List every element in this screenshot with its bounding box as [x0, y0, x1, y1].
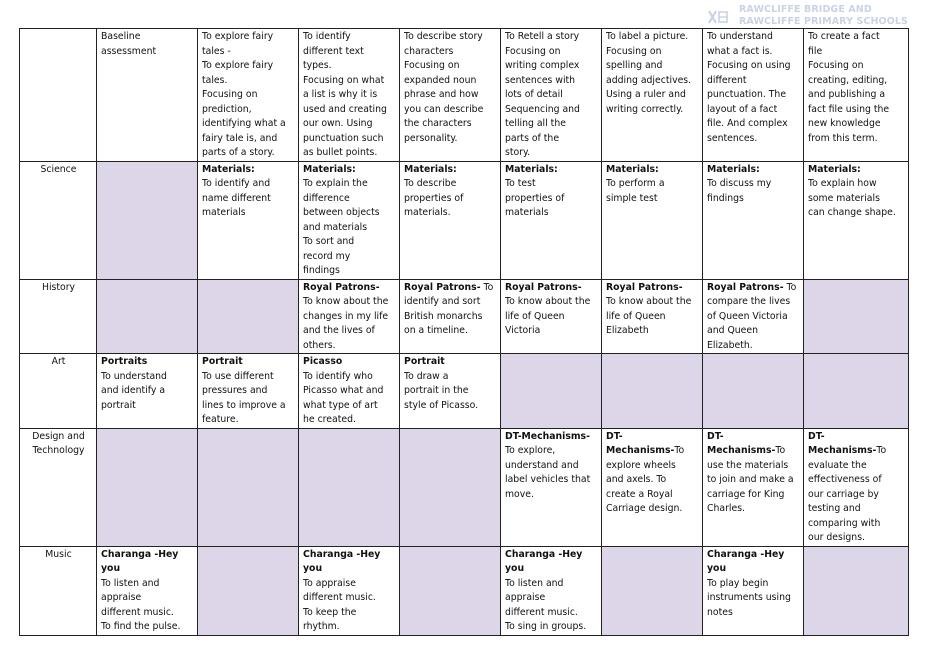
- column-header-text: To understand what a fact is. Focusing on using different punctuation. The layout of a fact file. And complex sentences.: [707, 31, 791, 144]
- column-header: [602, 29, 703, 162]
- plan-cell-content: [808, 430, 905, 546]
- objective-text: To test properties of materials: [505, 178, 565, 218]
- empty-cell: [97, 279, 198, 354]
- plan-cell: [602, 428, 703, 546]
- subject-label-cell: [20, 428, 97, 546]
- topic-title: DT-Mechanisms-: [505, 430, 590, 442]
- topic-title: DT- Mechanisms-: [606, 430, 675, 456]
- subject-label-cell: [20, 354, 97, 429]
- plan-cell-content: [404, 163, 497, 221]
- plan-cell: [299, 279, 400, 354]
- plan-cell-content: [707, 548, 800, 621]
- column-header: [198, 29, 299, 162]
- objective-text: To compare the lives of Queen Victoria and Queen Elizabeth.: [707, 281, 797, 351]
- column-header: [400, 29, 501, 162]
- objective-text: To explain the difference between objects and materials To sort and record my findings: [303, 178, 380, 276]
- plan-cell-content: [707, 281, 800, 354]
- empty-cell: [198, 279, 299, 354]
- topic-title: Charanga -Hey you: [303, 548, 381, 574]
- plan-cell: [804, 161, 909, 279]
- plan-cell: [400, 279, 501, 354]
- plan-cell-content: [303, 355, 396, 428]
- objective-text: To describe properties of materials.: [404, 178, 464, 218]
- plan-cell-content: [505, 281, 598, 339]
- logo-text-line-1: RAWCLIFFE BRIDGE AND: [739, 4, 872, 15]
- column-header: [501, 29, 602, 162]
- topic-title: Materials:: [707, 163, 760, 175]
- topic-title: Materials:: [404, 163, 457, 175]
- plan-cell: [400, 161, 501, 279]
- subject-label-cell: [20, 279, 97, 354]
- objective-text: To listen and appraise different music. To find the pulse.: [101, 577, 181, 632]
- plan-cell-content: [101, 355, 194, 413]
- column-header-text: To create a fact file Focusing on creating, editing, and publishing a fact file using the new knowledge from this term.: [808, 31, 890, 144]
- plan-cell-content: [606, 281, 699, 339]
- plan-cell-content: [303, 281, 396, 354]
- topic-title: Materials:: [606, 163, 659, 175]
- plan-cell-content: [707, 430, 800, 517]
- plan-cell-content: [808, 163, 905, 221]
- plan-cell-content: [202, 163, 295, 221]
- subject-row: [20, 546, 909, 635]
- school-crest-icon: [707, 9, 729, 25]
- plan-cell: [501, 546, 602, 635]
- empty-cell: [97, 161, 198, 279]
- objective-text: To listen and appraise different music. To sing in groups.: [505, 577, 587, 632]
- topic-title: Materials:: [303, 163, 356, 175]
- column-header-text: To Retell a story Focusing on writing complex sentences with lots of detail Sequencing and telling all the parts of the story.: [505, 31, 580, 158]
- plan-cell-content: [505, 430, 598, 503]
- objective-text: To discuss my findings: [707, 178, 772, 204]
- subject-label: Art: [51, 356, 66, 367]
- topic-title: Materials:: [808, 163, 861, 175]
- topic-title: Portraits: [101, 356, 148, 367]
- subject-label: Design and Technology: [32, 430, 85, 456]
- empty-cell: [198, 428, 299, 546]
- objective-text: To evaluate the effectiveness of our carriage by testing and comparing with our designs.: [808, 445, 887, 543]
- objective-text: To identify and name different materials: [202, 178, 271, 218]
- objective-text: To identify who Picasso what and what type of art he created.: [303, 370, 384, 425]
- column-header-text: To label a picture. Focusing on spelling and adding adjectives. Using a ruler and writing correctly.: [606, 31, 692, 115]
- objective-text: To play begin instruments using notes: [707, 577, 791, 618]
- plan-cell: [703, 161, 804, 279]
- empty-cell: [97, 428, 198, 546]
- plan-cell: [299, 161, 400, 279]
- topic-title: Portrait: [404, 356, 445, 367]
- objective-text: To know about the changes in my life and the lives of others.: [303, 296, 389, 351]
- plan-cell: [400, 354, 501, 429]
- objective-text: To explain how some materials can change shape.: [808, 178, 896, 218]
- plan-cell: [703, 428, 804, 546]
- plan-cell: [602, 279, 703, 354]
- subject-label-cell: [20, 161, 97, 279]
- topic-title: Royal Patrons-: [505, 281, 582, 293]
- subject-row: [20, 161, 909, 279]
- empty-cell: [804, 546, 909, 635]
- objective-text: To explore, understand and label vehicles that move.: [505, 445, 591, 500]
- plan-cell: [602, 161, 703, 279]
- column-header: [804, 29, 909, 162]
- topic-title: Royal Patrons-: [606, 281, 683, 293]
- empty-cell: [703, 354, 804, 429]
- plan-cell-content: [404, 355, 497, 413]
- objective-text: To know about the life of Queen Elizabeth: [606, 296, 692, 336]
- plan-cell: [703, 546, 804, 635]
- empty-cell: [299, 428, 400, 546]
- column-header-text: Baseline assessment: [101, 31, 157, 57]
- objective-text: To draw a portrait in the style of Picasso.: [404, 370, 479, 411]
- topic-title: Charanga -Hey you: [101, 548, 179, 574]
- topic-title: Royal Patrons-: [707, 281, 784, 293]
- topic-title: Materials:: [202, 163, 255, 175]
- column-header: [299, 29, 400, 162]
- plan-cell: [198, 161, 299, 279]
- plan-cell: [501, 428, 602, 546]
- plan-cell: [501, 161, 602, 279]
- column-header: [97, 29, 198, 162]
- column-header-text: To explore fairy tales - To explore fairy tales. Focusing on prediction, identifying what a fairy tale is, and parts of a story.: [202, 31, 286, 158]
- plan-cell-content: [404, 281, 497, 339]
- plan-cell-content: [505, 548, 598, 635]
- column-header-text: To describe story characters Focusing on expanded noun phrase and how you can describe the characters personality.: [404, 31, 484, 144]
- empty-cell: [400, 546, 501, 635]
- empty-cell: [602, 354, 703, 429]
- empty-cell: [804, 279, 909, 354]
- topic-title: Charanga -Hey you: [707, 548, 785, 574]
- plan-cell-content: [606, 163, 699, 207]
- topic-title: Royal Patrons-: [404, 281, 481, 293]
- objective-text: To understand and identify a portrait: [101, 370, 167, 411]
- plan-cell: [97, 354, 198, 429]
- plan-cell-content: [606, 430, 699, 517]
- empty-cell: [400, 428, 501, 546]
- empty-cell: [804, 354, 909, 429]
- subject-label: Music: [45, 548, 72, 560]
- plan-cell-content: [505, 163, 598, 221]
- plan-cell-content: [101, 548, 194, 635]
- topic-title: Charanga -Hey you: [505, 548, 583, 574]
- plan-cell-content: [303, 548, 396, 635]
- column-header-text: To identify different text types. Focusing on what a list is why it is used and creating our own. Using punctuation such as bullet points.: [303, 31, 387, 158]
- plan-cell: [97, 546, 198, 635]
- plan-cell: [299, 546, 400, 635]
- column-header: [703, 29, 804, 162]
- objective-text: To appraise different music. To keep the rhythm.: [303, 577, 376, 632]
- plan-cell: [299, 354, 400, 429]
- empty-cell: [198, 546, 299, 635]
- school-logo: [707, 3, 907, 29]
- subject-label: Science: [40, 163, 77, 175]
- header-row: [20, 29, 909, 162]
- subject-label: History: [41, 281, 76, 293]
- curriculum-plan-table: [19, 28, 909, 636]
- logo-text-line-2: RAWCLIFFE PRIMARY SCHOOLS: [739, 16, 908, 27]
- objective-text: To use the materials to join and make a carriage for King Charles.: [707, 445, 794, 514]
- topic-title: Picasso: [303, 356, 343, 367]
- empty-cell: [602, 546, 703, 635]
- objective-text: To know about the life of Queen Victoria: [505, 296, 591, 336]
- plan-cell: [501, 279, 602, 354]
- topic-title: Materials:: [505, 163, 558, 175]
- subject-row: [20, 428, 909, 546]
- plan-cell: [198, 354, 299, 429]
- objective-text: To use different pressures and lines to improve a feature.: [202, 370, 286, 425]
- plan-cell: [703, 279, 804, 354]
- plan-cell-content: [707, 163, 800, 207]
- subject-label-cell: [20, 546, 97, 635]
- subject-row: [20, 354, 909, 429]
- topic-title: Portrait: [202, 356, 243, 367]
- topic-title: DT- Mechanisms-: [808, 430, 877, 456]
- plan-cell-content: [303, 163, 396, 279]
- objective-text: To perform a simple test: [606, 178, 665, 204]
- empty-cell: [501, 354, 602, 429]
- topic-title: Royal Patrons-: [303, 281, 380, 293]
- corner-cell: [20, 29, 97, 162]
- plan-cell: [804, 428, 909, 546]
- topic-title: DT- Mechanisms-: [707, 430, 776, 456]
- subject-row: [20, 279, 909, 354]
- plan-cell-content: [202, 355, 295, 428]
- objective-text: To explore wheels and axels. To create a Royal Carriage design.: [606, 445, 685, 514]
- objective-text: To identify and sort British monarchs on a timeline.: [404, 281, 494, 336]
